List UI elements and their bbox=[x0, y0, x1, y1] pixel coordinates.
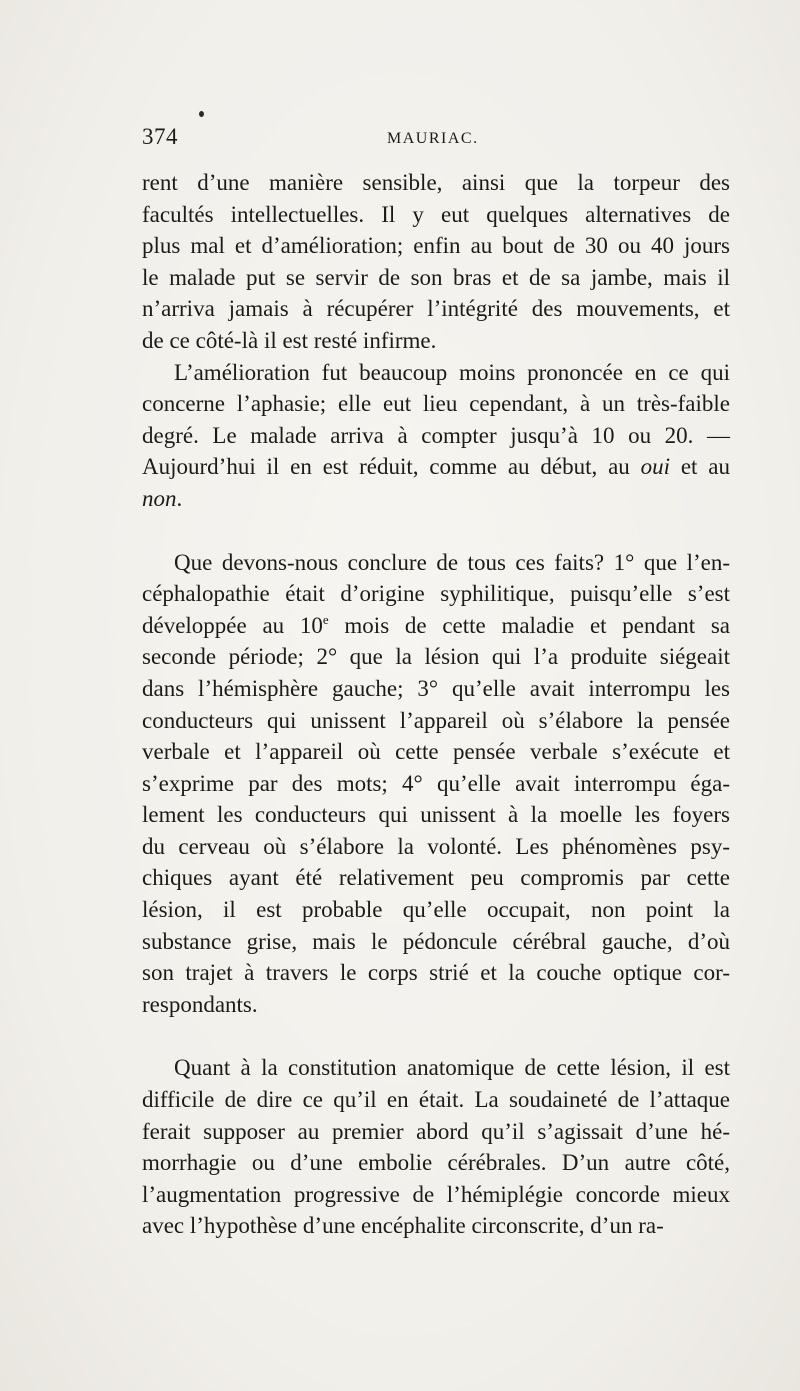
text-line: difficile de dire ce qu’il en était. La soudaineté de l’attaque bbox=[142, 1087, 730, 1113]
text-line: respondants. bbox=[142, 991, 258, 1017]
text-line-with-superscript: développée au 10e mois de cette maladie et pendant sa bbox=[142, 611, 730, 638]
running-head: MAURIAC. bbox=[387, 130, 479, 147]
text-line: du cerveau où s’élabore la volonté. Les phénomènes psy- bbox=[142, 833, 730, 859]
text-fragment: et au bbox=[670, 454, 730, 480]
text-line: n’arriva jamais à récupérer l’intégrité des mouvements, et bbox=[142, 296, 730, 322]
paragraph-gap bbox=[142, 515, 730, 547]
text-line-with-italic bbox=[142, 451, 730, 483]
italic-word: non bbox=[142, 485, 177, 511]
text-line-italic: non. bbox=[142, 485, 183, 511]
text-line: verbale et l’appareil où cette pensée verbale s’exécute et bbox=[142, 739, 730, 765]
text-line: ferait supposer au premier abord qu’il s’agissait d’une hé- bbox=[142, 1118, 730, 1144]
paragraph bbox=[142, 357, 730, 515]
text-line: chiques ayant été relativement peu compromis par cette bbox=[142, 865, 730, 891]
text-line: son trajet à travers le corps strié et la couche optique cor- bbox=[142, 960, 730, 986]
text-line: L’amélioration fut beaucoup moins prononcée en ce qui bbox=[174, 359, 730, 385]
text-line: dans l’hémisphère gauche; 3° qu’elle avait interrompu les bbox=[142, 675, 730, 701]
text-line: lésion, il est probable qu’elle occupait, non point la bbox=[142, 897, 730, 923]
text-line: morrhagie ou d’une embolie cérébrales. D’un autre côté, bbox=[142, 1150, 730, 1176]
text-line: degré. Le malade arriva à compter jusqu’à 10 ou 20. — bbox=[142, 422, 730, 448]
body-text bbox=[142, 167, 730, 1242]
text-line: s’exprime par des mots; 4° qu’elle avait interrompu éga- bbox=[142, 770, 730, 796]
page-number: 374 bbox=[142, 124, 178, 149]
text-line: céphalopathie était d’origine syphilitique, puisqu’elle s’est bbox=[142, 581, 730, 607]
text-line: concerne l’aphasie; elle eut lieu cependant, à un très-faible bbox=[142, 391, 730, 417]
ink-speck bbox=[199, 111, 204, 117]
paragraph bbox=[142, 167, 730, 357]
paragraph bbox=[142, 547, 730, 1021]
text-line: Quant à la constitution anatomique de cette lésion, il est bbox=[174, 1055, 730, 1081]
text-line: lement les conducteurs qui unissent à la moelle les foyers bbox=[142, 802, 730, 828]
paragraph bbox=[142, 1052, 730, 1242]
italic-word: oui bbox=[640, 454, 671, 480]
paragraph-gap bbox=[142, 1020, 730, 1052]
text-line: l’augmentation progressive de l’hémiplégie concorde mieux bbox=[142, 1181, 730, 1207]
text-line: facultés intellectuelles. Il y eut quelques alternatives de bbox=[142, 201, 730, 227]
text-line: le malade put se servir de son bras et de sa jambe, mais il bbox=[142, 264, 730, 290]
text-line: conducteurs qui unissent l’appareil où s’élabore la pensée bbox=[142, 707, 730, 733]
text-fragment: Aujourd’hui il en est réduit, comme au début, au bbox=[142, 454, 641, 480]
text-line: rent d’une manière sensible, ainsi que la torpeur des bbox=[142, 170, 730, 195]
text-line: plus mal et d’amélioration; enfin au bout de 30 ou 40 jours bbox=[142, 233, 730, 259]
page-header bbox=[142, 124, 732, 154]
text-line: substance grise, mais le pédoncule cérébral gauche, d’où bbox=[142, 928, 730, 954]
text-line: seconde période; 2° que la lésion qui l’a produite siégeait bbox=[142, 644, 730, 670]
text-line: Que devons-nous conclure de tous ces faits? 1° que l’en- bbox=[174, 549, 730, 575]
superscript: e bbox=[322, 611, 329, 627]
text-line: avec l’hypothèse d’une encéphalite circonscrite, d’un ra- bbox=[142, 1213, 664, 1239]
text-line: de ce côté-là il est resté infirme. bbox=[142, 327, 437, 353]
